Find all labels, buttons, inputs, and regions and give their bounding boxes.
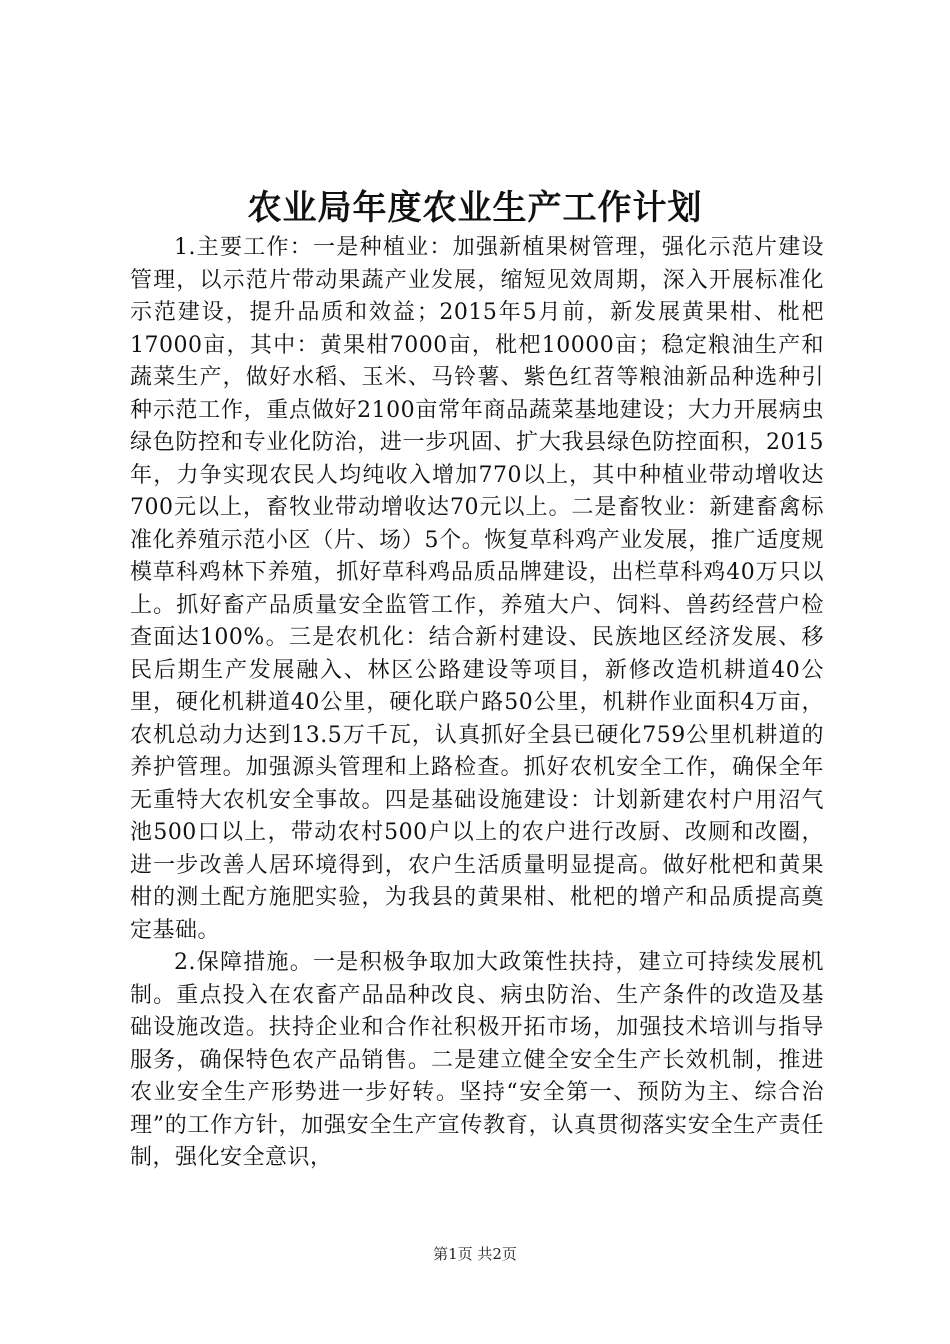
paragraph-safeguard-measures: 2.保障措施。一是积极争取加大政策性扶持，建立可持续发展机制。重点投入在农畜产品品种改良、病虫防治、生产条件的改造及基础设施改造。扶持企业和合作社积极开拓市场，加强技术培训与指导服务，确保特色农产品销售。二是建立健全安全生产长效机制，推进农业安全生产形势进一步好转。坚持“安全第一、预防为主、综合治理”的工作方针，加强安全生产宣传教育，认真贯彻落实安全生产责任制，强化安全意识，: [130, 950, 824, 1170]
document-body: [130, 232, 824, 1175]
page-footer: 第1页 共2页: [433, 1245, 517, 1263]
paragraph-main-work: 1.主要工作：一是种植业：加强新植果树管理，强化示范片建设管理，以示范片带动果蔬产业发展，缩短见效周期，深入开展标准化示范建设，提升品质和效益；2015年5月前，新发展黄果柑、枇杷17000亩，其中：黄果柑7000亩，枇杷10000亩；稳定粮油生产和蔬菜生产，做好水稻、玉米、马铃薯、紫色红苕等粮油新品种选种引种示范工作，重点做好2100亩常年商品蔬菜基地建设；大力开展病虫绿色防控和专业化防治，进一步巩固、扩大我县绿色防控面积，2015年，力争实现农民人均纯收入增加770以上，其中种植业带动增收达700元以上，畜牧业带动增收达70元以上。二是畜牧业：新建畜禽标准化养殖示范小区（片、场）5个。恢复草科鸡产业发展，推广适度规模草科鸡林下养殖，抓好草科鸡品质品牌建设，出栏草科鸡40万只以上。抓好畜产品质量安全监管工作，养殖大户、饲料、兽药经营户检查面达100%。三是农机化：结合新村建设、民族地区经济发展、移民后期生产发展融入、林区公路建设等项目，新修改造机耕道40公里，硬化机耕道40公里，硬化联户路50公里，机耕作业面积4万亩，农机总动力达到13.5万千瓦，认真抓好全县已硬化759公里机耕道的养护管理。加强源头管理和上路检查。抓好农机安全工作，确保全年无重特大农机安全事故。四是基础设施建设：计划新建农村户用沼气池500口以上，带动农村500户以上的农户进行改厨、改厕和改圈，进一步改善人居环境得到，农户生活质量明显提高。做好枇杷和黄果柑的测土配方施肥实验，为我县的黄果柑、枇杷的增产和品质提高奠定基础。: [130, 235, 825, 943]
document-title: 农业局年度农业生产工作计划: [247, 188, 703, 228]
